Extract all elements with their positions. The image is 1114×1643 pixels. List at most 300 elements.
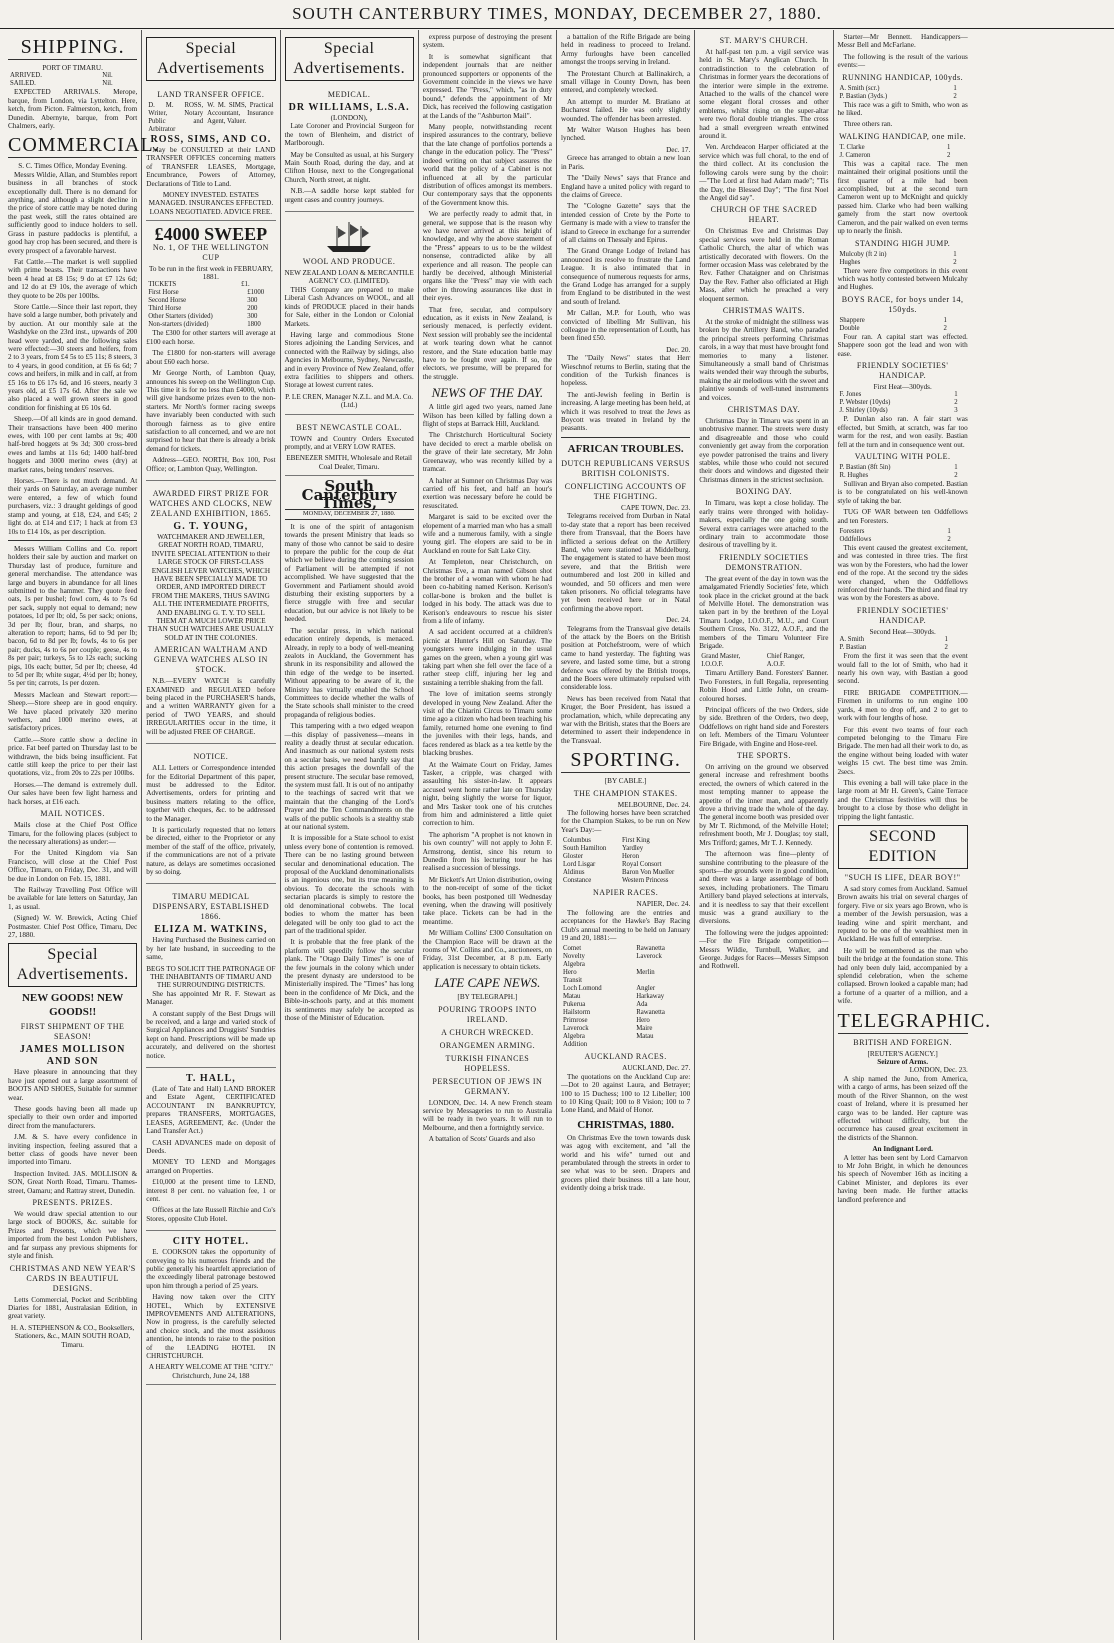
news-item: Margaret is said to be excited over the elopement of a married man who has a small wife and a numerous family, with a single young girl. The elopers are said to be in Auckland en route for Salt Lake City. bbox=[422, 513, 552, 555]
prize-label: Second Horse bbox=[148, 297, 187, 305]
officer-order: A.O.F. bbox=[766, 661, 785, 669]
leader-para: It is one of the spirit of antagonism towards the present Ministry that leads so many of those who cannot be said to desire to prepare the public for the coup de état which we believe during the coming session of Parliament will be attempted if not accomplished. We have suggested that the Government and Parliament should avoid disturbing their existing supporters by a fierce struggle with free and secular education, but our advice is not likely to be heeded. bbox=[284, 522, 414, 624]
news-item: Mr Bickett's Art Union distribution, owing to the non-receipt of some of the ticket books, has been postponed till Wednesday evening, when the drawing will positively take place. Tickets can be had in the meantime. bbox=[422, 875, 552, 926]
subhead: ORANGEMEN ARMING. bbox=[439, 1040, 536, 1050]
cable-para: The Protestant Church at Ballinakirch, a small village in County Down, has been entered, and completely wrecked. bbox=[561, 69, 691, 95]
placing: 3 bbox=[954, 407, 958, 415]
horse-name: Hailstorm bbox=[563, 1009, 591, 1017]
second-edition-heading: SECOND EDITION bbox=[838, 825, 968, 869]
partners-table bbox=[146, 102, 275, 134]
sailing-ship-icon bbox=[319, 220, 379, 254]
news-heading: NEWS OF THE DAY. bbox=[431, 385, 544, 401]
nzloan-name: NEW ZEALAND LOAN & MERCANTILE AGENCY CO. (LIMITED). bbox=[284, 269, 414, 286]
horse-name: Algebra bbox=[563, 961, 585, 969]
prize-value: 200 bbox=[247, 305, 258, 313]
scratched-table bbox=[561, 837, 690, 885]
page-columns bbox=[4, 30, 1110, 1640]
editorial-masthead: South Canterbury Times, bbox=[301, 477, 397, 512]
firm-name: ROSS, SIMS, AND CO. bbox=[150, 134, 272, 145]
sweep-sub: No. 1, OF THE WELLINGTON CUP bbox=[152, 242, 269, 262]
land-office-heading: LAND TRANSFER OFFICE. bbox=[157, 90, 265, 99]
event-para: P. Dunlan also ran. A fair start was effected, but Smith, at scratch, was far too warm for the rest, and won easily. Bastian fell at the turn and in consequence went out. bbox=[837, 415, 968, 449]
table-row bbox=[838, 144, 968, 152]
table-row bbox=[561, 1017, 690, 1025]
mail-para: The Railway Travelling Post Office will be available for late letters on Saturday, Jan 1, as usual. bbox=[8, 885, 138, 911]
mail-para: Mails close at the Chief Post Office Timaru, for the following places (subject to the necessary alterations) as under:— bbox=[8, 821, 138, 846]
dateline: Dec. 20. bbox=[666, 345, 691, 354]
commercial-para: Messrs Wildie, Allan, and Stumbles report business in all branches of stock exceptionally dull. There is no demand for anything, and although a slight decline in the price of store cattle may be noted during the past week, still the rates obtained are sufficiently good to induce holders to sell. Grass in pasture paddocks is plentiful, a good hay crop has been secured, and there is every prospect of a favorable harvest. bbox=[8, 170, 138, 255]
stephenson-sign: H. A. STEPHENSON & CO., Booksellers, Stationers, &c., MAIN SOUTH ROAD, Timaru. bbox=[10, 1323, 135, 1349]
competitor: J. Cameron bbox=[839, 151, 871, 159]
sweep-para: The £300 for other starters will average at £100 each horse. bbox=[146, 329, 276, 346]
event-para: This event caused the greatest excitement, and was contested in three tries. The first was won by the Foresters, who had the lower end of the rope. At the second try the sides were changed, when the Oddfellows reinforced their hands. The third and final try was won by the Foresters as above. bbox=[837, 544, 968, 603]
heat-label: First Heat—300yds. bbox=[873, 382, 932, 391]
cable-para: The anti-Jewish feeling in Berlin is increasing. A large meeting has been held, at which it was resolved to treat the Jews as Boycott was treated in Ireland by the peasants. bbox=[561, 390, 691, 433]
prize-value: £1000 bbox=[247, 289, 265, 297]
placing: 1 bbox=[943, 316, 947, 324]
news-item: A little girl aged two years, named Jane Wilson has been killed by falling down a flight of steps at Barrack Hill, Auckland. bbox=[422, 403, 552, 429]
table-row bbox=[561, 993, 690, 1001]
horse-name: Matau bbox=[563, 993, 581, 1001]
cable-para: The "Cologne Gazette" says that the intended cession of Crete by the Porte to Germany is made with a view to transfer the island to Greece in exchange for a surrender of all claims on Thessaly and Epirus. bbox=[561, 202, 691, 244]
sports-para: The afternoon was fine—plenty of sunshine contributing to the pleasure of the sports—the grounds were in good condition, and there was a large assemblage of both sexes, including probationers. The Timaru Artillery band played selections at intervals, and it is needless to say that their excellent music was a grand auxiliary to the diversions. bbox=[699, 850, 829, 926]
editorial-date: MONDAY, DECEMBER 27, 1880. bbox=[285, 509, 414, 519]
wool-heading: WOOL AND PRODUCE. bbox=[302, 257, 396, 267]
table-row bbox=[561, 1025, 690, 1033]
table-row bbox=[561, 877, 690, 885]
sailed-value: Nil. bbox=[102, 80, 113, 88]
event-para: Four ran. A capital start was effected. Shappere soon got the lead and won with ease. bbox=[837, 332, 968, 358]
horse-name: Angler bbox=[636, 985, 656, 993]
dateline: Dec. 24. bbox=[666, 616, 691, 625]
event-para: This race was a gift to Smith, who won as he liked. bbox=[837, 100, 968, 118]
news-item: At Templeton, near Christchurch, on Christmas Eve, a man named Gibson shot the brother of a woman with whom he had been co-habiting named Kerison. Kerison's collar-bone is broken and the bullet is lodged in his body. The attack was due to Kerison's endeavours to rescue his sister from a life of infamy. bbox=[422, 558, 552, 625]
event-heading: VAULTING WITH POLE. bbox=[854, 451, 951, 461]
champion-heading: THE CHAMPION STAKES. bbox=[573, 788, 678, 798]
commercial-para: Horses.—There is not much demand. At their yards on Saturday, an average number were entered, a few of which found purchasers, viz.: 3 draught geldings of good stamp and young, at £18, £24, and £45; 2 light do. at £14 and £17; 1 hack at from £3 10s to £14 10s, as per description. bbox=[8, 477, 138, 536]
church-para: Ven. Archdeacon Harper officiated at the service which was full choral, to the end of the third collect. At its conclusion the following carols were sung by the choir:—"The Lord at first had Adam made"; "Tis the Day, the Blessed Day"; "The first Noel the Angel did say". bbox=[699, 143, 829, 202]
subhead: A CHURCH WRECKED. bbox=[441, 1027, 534, 1037]
competitor: P. Webster (10yds) bbox=[839, 399, 891, 407]
news-item: At the Waimate Court on Friday, James Tasker, a cripple, was charged with assaulting his sister-in-law. It appears accused went home rather late on Thursday night, being slightly the worse for liquor, and Mrs Tasker took one of his crutches from him and administered a little quiet correction to him. bbox=[422, 760, 552, 828]
special-ads-heading: Special Advertisements bbox=[146, 37, 275, 81]
table-row bbox=[561, 953, 690, 961]
city-sign: A HEARTY WELCOME AT THE "CITY." Christchurch, June 24, 188 bbox=[148, 1363, 273, 1380]
second-edition-para: He will be remembered as the man who built the bridge at the foundation stone. This had only been duly laid, accompanied by a splendid celebration, when the scheme collapsed. Brown looked a capable man; had a fortune of a quarter of a million, and a wife. bbox=[837, 946, 968, 1006]
horse-name: Baron Von Mueller bbox=[622, 869, 675, 877]
prize-label: Other Starters (divided) bbox=[148, 313, 213, 321]
prize-table bbox=[146, 289, 275, 329]
horse-name: Matau bbox=[636, 1033, 654, 1041]
american-watches: AMERICAN WALTHAM AND GENEVA WATCHES ALSO IN STOCK. bbox=[153, 645, 268, 675]
boxing-day-heading: BOXING DAY. bbox=[735, 487, 792, 497]
hall-name: T. HALL, bbox=[185, 1073, 236, 1085]
second-edition-sub: "SUCH IS LIFE, DEAR BOY!" bbox=[844, 872, 961, 882]
column-7 bbox=[834, 30, 992, 1640]
waits-heading: CHRISTMAS WAITS. bbox=[722, 305, 805, 315]
sims-credit: W. M. SIMS, Practical Accountant, Insurance Agent, Valuer. bbox=[207, 102, 274, 125]
column-2 bbox=[142, 30, 280, 1640]
column-4 bbox=[419, 30, 557, 1640]
cape-para: News has been received from Natal that Kruger, the Boer President, has issued a proclamation, which, while deprecating any war with the British, states that the Boers are determined to assert their independence in the Transvaal. bbox=[561, 694, 691, 745]
dispensary-heading: TIMARU MEDICAL DISPENSARY, ESTABLISHED 1866. bbox=[152, 892, 270, 922]
arrived-value: Nil. bbox=[102, 72, 113, 80]
prize-label: Third Horse bbox=[148, 305, 182, 313]
leader-para: Many people, notwithstanding recent inspired assurances to the contrary, believe that the late change of portfolios portends a change in the education policy. The "Press" indeed writing on that subject assures the world that the policy of a Cabinet is not influenced at all by the particular distribution of offices amongst its members. Our contemporary says that the opponents of the Government know this. bbox=[422, 123, 552, 207]
competitor: T. Clarke bbox=[839, 143, 865, 151]
horse-name: Addition bbox=[563, 1041, 588, 1049]
london-para: LONDON, Dec. 14. A new French steam service by Messageries to run to Australia will be ready in two years. It will run to Melbourne, and then a fortnightly service. bbox=[422, 1098, 552, 1132]
placing: 2 bbox=[943, 324, 947, 332]
results-table bbox=[838, 528, 968, 544]
leader-para: That free, secular, and compulsory education, as it exists in New Zealand, is seriously menaced, is perfectly evident. Next session will probably see the incidental at work tearing down what he cannot restore, and the State education battle may have to be fought over again. If so, the electors, we presume, will be prepared for the struggle. bbox=[422, 305, 552, 381]
table-row bbox=[699, 661, 828, 669]
late-cape-heading: LATE CAPE NEWS. bbox=[434, 975, 541, 991]
competitor: A. Smith (scr.) bbox=[839, 84, 880, 92]
leader-para: express purpose of destroying the present system. bbox=[422, 33, 552, 50]
table-row bbox=[838, 536, 968, 544]
competitor: A. Smith bbox=[839, 636, 865, 644]
boxing-para: In Timaru, was kept a close holiday. The early trains were thronged with holiday-makers, especially the one going south. Several extra carriages were attached to the ordinary train to accommodate those desirous of travelling by it. bbox=[699, 499, 829, 550]
dateline: AUCKLAND, Dec. 27. bbox=[622, 1064, 691, 1073]
table-row bbox=[838, 528, 968, 536]
dateline: CAPE TOWN, Dec. 23. bbox=[621, 503, 691, 512]
event-heading: BOYS RACE, for boys under 14, 150yds. bbox=[841, 294, 964, 314]
christmas-heading: CHRISTMAS, 1880. bbox=[577, 1118, 675, 1131]
sweep-address: Address—GEO. NORTH, Box 100, Post Office; or, Lambton Quay, Wellington. bbox=[146, 456, 276, 473]
competitor: R. Hughes bbox=[839, 471, 869, 479]
table-row bbox=[838, 407, 968, 415]
leader-para: We are perfectly ready to admit that, in general, we suppose that is the reason why we have never arrived at this height of knowledge, and why the above statement of the "Press" appears to us to be the wildest nonsense, contradicted alike by all experience and all reason. The people can hardly be deceived, although Ministerial organs like the "Press" may vie with each other in throwing assurances like dust in their eyes. bbox=[422, 210, 552, 303]
nzloan-para: Having large and commodious Stone Stores adjoining the Landing Services, and connected with the Railway by sidings, also Agencies in Melbourne, Sydney, Newcastle, and in every Province of New Zealand, offer extra facilities to shippers and others. Storage at lowest current rates. bbox=[284, 330, 414, 390]
commercial-para: Messrs William Collins and Co. report holders their sale by auction and market on Thursday last of produce, furniture and general merchandise. The attendance was large and buyers in abundance for all lines submitted to the hammer. They quote feed oats, 1s per bushel; fowl corn, 4s to 7s 6d per sack, supply not equal to demand; new potatoes, 1d per lb; old, 5s per sack; onions, 3d per lb; flour, bran, and sharps, no alteration to report; hams, 6d to 9d per lb; bacon, 6d to 8d per lb; fowls, 4s to 6s per pair; ducks, 4s to 6s per couple; geese, 4s to 8s per pair; turkeys, 5s to 12s each; sucking pigs, 10s each; butter, 5d per lb; cheese, 4d to 5d per lb; white sugar, 4½d per lb; honey, 5s per tin; carrots, 1s per dozen. bbox=[8, 544, 138, 688]
horse-name: Primrose bbox=[563, 1017, 588, 1025]
cable-para: The Grand Orange Lodge of Ireland has announced its resolve to frustrate the Land League. It is also intimated that in consequence of numerous requests for arms, the Grand Lodge has arranged for a supply from England to be distributed in the west and south of Ireland. bbox=[561, 247, 691, 306]
conflict-subhead: CONFLICTING ACCOUNTS OF THE FIGHTING. bbox=[564, 481, 687, 501]
cable-para: Greece has arranged to obtain a new loan in Paris. bbox=[561, 154, 691, 171]
city-hotel-heading: CITY HOTEL. bbox=[172, 1236, 249, 1248]
officers-table bbox=[699, 653, 828, 669]
city-para: E. COOKSON takes the opportunity of conveying to his numerous friends and the public generally his heartfelt appreciation of the exceedingly liberal patronage bestowed upon him through a period of 25 years. bbox=[146, 1248, 276, 1290]
medical-heading: MEDICAL. bbox=[327, 90, 371, 99]
competitor: F. Jones bbox=[839, 391, 862, 399]
table-row bbox=[838, 325, 968, 333]
dateline: NAPIER, Dec. 24. bbox=[636, 900, 691, 909]
event-para: This was a capital race. The men maintained their original positions until the first quarter of a mile had been accomplished, but at the second turn Cameron went up to McKnight and quickly passed him. Clarke who had been walking gamely from the start now overtook Cameron, and the pair walked on even terms up to nearly the finish. bbox=[837, 159, 968, 236]
prize-value: 1800 bbox=[247, 321, 261, 329]
special-ads-heading: Special Advertisements. bbox=[8, 943, 137, 987]
competitor: J. Shirley (10yds) bbox=[839, 407, 888, 415]
event-para: This evening a ball will take place in the large room at Mr H. Green's, Caine Terrace and the Christmas festivities will thus be brought to a close by those who delight in tripping the light fantastic. bbox=[837, 778, 968, 821]
hall-para: (Late of Tate and Hall) LAND BROKER and Estate Agent, CERTIFICATED ACCOUNTANT IN BANKRUPTCY, prepares TRANSFERS, MORTGAGES, LEASES, AGREEMENT, &c. (Under the Land Transfer Act.) bbox=[146, 1085, 276, 1136]
coal-para: TOWN and Country Orders Executed promptly, and at VERY LOW RATES. bbox=[284, 434, 414, 451]
subhead: PERSECUTION OF JEWS IN GERMANY. bbox=[432, 1076, 543, 1096]
event-para: Three others ran. bbox=[843, 120, 893, 129]
cable-para: The "Daily News" states that Herr Wieschnof returns to Berlin, stating that the condition of the Turkish finances is hopeless. bbox=[561, 354, 691, 388]
horse-name: Hero bbox=[636, 1017, 650, 1025]
prize-label: First Horse bbox=[148, 289, 179, 297]
watkins-para: BEGS TO SOLICIT THE PATRONAGE OF THE INHABITANTS OF TIMARU AND THE SURROUNDING DISTRICTS. bbox=[146, 964, 276, 990]
column-5 bbox=[557, 30, 695, 1640]
dutch-subhead: DUTCH REPUBLICANS VERSUS BRITISH COLONISTS. bbox=[561, 458, 690, 478]
horse-name bbox=[634, 1041, 690, 1049]
cable-para: An attempt to murder M. Bratiano at Bucharest failed. He was only slightly wounded. The offender has been arrested. bbox=[561, 97, 691, 123]
horse-name: Western Princess bbox=[622, 877, 669, 885]
placing: 1 bbox=[944, 636, 948, 644]
horse-name bbox=[634, 977, 690, 985]
shipping-heading: SHIPPING. bbox=[8, 35, 137, 60]
mollison-name: JAMES MOLLISON AND SON bbox=[19, 1044, 126, 1068]
table-row bbox=[561, 961, 690, 969]
auckland-heading: AUCKLAND RACES. bbox=[584, 1052, 667, 1062]
cable-para: a battalion of the Rifle Brigade are being held in readiness to proceed to Ireland. Army furloughs have been cancelled amongst the troops serving in Ireland. bbox=[561, 33, 691, 67]
horse-name: Heron bbox=[622, 853, 639, 861]
table-row bbox=[561, 1041, 690, 1049]
competitor: Oddfellows bbox=[839, 536, 872, 543]
news-item: Mr William Collins' £300 Consultation on the Champion Race will be drawn at the rooms of W. Collins and Co., auctioneers, on Friday, 31st December, at 8 p.m. Early application is necessary to obtain tickets. bbox=[422, 929, 552, 971]
table-row bbox=[561, 853, 690, 861]
mail-para: For the United Kingdom via San Francisco, will close at the Chief Post Office, Timaru, on Friday, Dec. 31, and will be due in London on Feb. 15, 1881. bbox=[8, 849, 138, 883]
first-shipment: FIRST SHIPMENT OF THE SEASON! bbox=[20, 1022, 125, 1042]
event-para: There were five competitors in this event which was hotly contested between Mulcahy and Hughes. bbox=[837, 266, 968, 292]
procession-para: Principal officers of the two Orders, side by side. Brethren of the Orders, two deep, Oddfellows on right hand side and Foresters on left. Members of the Timaru Volunteer Fire Brigade, with Engine and Hose-reel. bbox=[699, 706, 829, 748]
column-3 bbox=[281, 30, 419, 1640]
prize-value: 300 bbox=[247, 313, 258, 321]
young-name: G. T. YOUNG, bbox=[173, 520, 249, 532]
mail-heading: MAIL NOTICES. bbox=[40, 809, 105, 819]
leader-para: It is impossible for a State school to exist unless every bone of contention is removed. There can be no lasting ground between secular and denominational education. The proposal of the Auckland denominationalists is an ingenious one, but its true meaning is obvious. To decorate the schools with sectarian placards is simply to restore the old denominational cobwebs. The local bodies to whom the matter has been delegated will be only too glad to act the part of the traditional spider. bbox=[284, 834, 414, 935]
placing: 2 bbox=[954, 471, 958, 479]
special-ads-heading: Special Advertisements. bbox=[285, 37, 414, 81]
event-heading: FRIENDLY SOCIETIES' HANDICAP. bbox=[856, 605, 949, 625]
mollison-address: Inspection Invited. JAS. MOLLISON & SON, Great North Road, Timaru. Thames-street, Oamaru; and Rattray street, Dunedin. bbox=[8, 1169, 138, 1195]
horse-name: Algebra bbox=[563, 1033, 585, 1041]
commercial-para: Store Cattle.—Since their last report, they have sold a large number, both privately and by auction. At our monthly sale at the Washdyke on the 23rd inst., upwards of 200 head were yarded, and the following sales were effected:—30 steers and heifers, from 2 to 3 years, from £4 5s to £5 11s; 8 steers, 3 to 4 years, in good condition, at £6 6s 6d; 7 cows and heifers, in milk and in calf, at from £5 16s to £6 17s 6d, and 16 steers, nearly 3 years old, at £5 17s 6d. After the sale we also placed a well grown steers in good condition for finishing at £6 10s 6d. bbox=[8, 302, 138, 412]
horse-name: Laverock bbox=[563, 1025, 589, 1033]
event-heading: FRIENDLY SOCIETIES' HANDICAP. bbox=[856, 360, 949, 380]
table-row bbox=[699, 653, 828, 661]
new-goods-heading: NEW GOODS! NEW GOODS!! bbox=[21, 992, 124, 1019]
table-row bbox=[561, 977, 690, 985]
officer-title: Chief Ranger, bbox=[766, 653, 805, 661]
african-heading: AFRICAN TROUBLES. bbox=[567, 442, 684, 455]
event-para: Sullivan and Bryan also competed. Bastian is to be congratulated on his well-known style of taking the bar. bbox=[837, 479, 968, 505]
horse-name: Yardley bbox=[622, 845, 644, 853]
xmas-day-heading: CHRISTMAS DAY. bbox=[727, 405, 801, 415]
competitor: Shappere bbox=[839, 316, 865, 324]
sports-para: The following were the judges appointed:—For the Fire Brigade competition—Messrs Wildie, Turnbull, Walker, and George. Judges for Races—Messrs Simpson and Rothwell. bbox=[699, 928, 829, 971]
placing: 1 bbox=[947, 528, 951, 535]
horse-name: Laverock bbox=[636, 953, 662, 961]
young-para: LARGE STOCK OF FIRST-CLASS ENGLISH LEVER WATCHES, WHICH HAVE BEEN SPECIALLY MADE TO ORDER, AND IMPORTED DIRECT FROM THE MAKERS, THUS SAVING ALL THE INTERMEDIATE PROFITS, AND ENABLING G. T. Y. TO SELL THEM AT A MUCH LOWER PRICE THAN SUCH WATCHES ARE USUALLY SOLD AT IN THE COLONIES. bbox=[147, 558, 274, 642]
commercial-para: Horses.—The demand is extremely dull. Our sales have been few light harness and hack horses, at £16 each. bbox=[8, 780, 138, 806]
event-para: FIRE BRIGADE COMPETITION.—Firemen in uniforms to run engine 100 yards, 4 men to drop off, and 2 to get to work with four lengths of hose. bbox=[837, 688, 968, 723]
column-6 bbox=[695, 30, 833, 1640]
horse-name: Loch Lomond bbox=[563, 985, 602, 993]
young-sub: WATCHMAKER AND JEWELLER, GREAT NORTH ROAD, TIMARU, INVITE SPECIAL ATTENTION to their bbox=[151, 532, 271, 558]
mollison-para: These goods having been all made up specially to their own order and imported direct from the manufacturers. bbox=[8, 1105, 138, 1130]
telegraphic-heading: TELEGRAPHIC. bbox=[837, 1009, 992, 1032]
watkins-para: A constant supply of the Best Drugs will be received, and a large and varied stock of Surgical Appliances and Druggists' Sundries kept on hand. Prescriptions will be made up accurately, and delivered on the shortest notice. bbox=[146, 1009, 276, 1060]
cape-para: Telegrams received from Durban in Natal to-day state that a report has been received there from Transvaal, that the Boers have inflicted a serious defeat on the Artillery Band, who were stationed at Middelburg. The engagement is stated to have been most severe, and that the British were outnumbered and lost 200 in killed and wounded, and 50 officers and men were taken prisoners. No official telegrams have yet been received here or in Natal confirming the above report. bbox=[561, 512, 691, 613]
commercial-para: Messrs Maclean and Stewart report:—Sheep.—Store sheep are in good enquiry. We have placed privately 320 merino wethers, and 1000 merino ewes, at satisfactory prices. bbox=[8, 690, 138, 733]
horse-name: Constance bbox=[563, 877, 592, 885]
table-row bbox=[561, 985, 690, 993]
williams-nb: N.B.—A saddle horse kept stabled for urgent cases and country journeys. bbox=[284, 187, 414, 204]
prize-label: Non-starters (divided) bbox=[148, 321, 209, 329]
coal-heading: BEST NEWCASTLE COAL. bbox=[296, 422, 402, 432]
table-row bbox=[561, 1001, 690, 1009]
competitor: P. Bastian (8ft 5in) bbox=[839, 463, 891, 471]
hall-para: £10,000 at the present time to LEND, interest 8 per cent. no valuation fee, 1 or cent. bbox=[146, 1178, 276, 1203]
presents-heading: PRESENTS. PRIZES. bbox=[32, 1198, 113, 1208]
commercial-heading: COMMERCIAL. bbox=[8, 134, 160, 157]
firm-services: MONEY INVESTED. ESTATES MANAGED. INSURANCES EFFECTED. LOANS NEGOTIATED. ADVICE FREE. bbox=[148, 191, 274, 216]
seizure-para: A ship named the Juno, from America, with a cargo of arms, has been seized off the mouth of the River Shannon, on the west coast of Ireland, where it is presumed her cargo was to be landed. Her capture was effected without difficulty, but the occurrence has caused great excitement in the districts of the Shannon. bbox=[837, 1074, 968, 1142]
napier-heading: NAPIER RACES. bbox=[593, 888, 659, 898]
horse-name: Pukerua bbox=[563, 1001, 586, 1009]
cable-para: The "Daily News" says that France and England have a united policy with regard to the claims of Greece. bbox=[561, 174, 691, 199]
subhead: POURING TROOPS INTO IRELAND. bbox=[438, 1004, 537, 1024]
table-row bbox=[561, 845, 690, 853]
dateline: Dec. 17. bbox=[666, 145, 691, 154]
placing: 2 bbox=[954, 399, 958, 407]
horse-name: Maire bbox=[636, 1025, 653, 1033]
mollison-para: J.M. & S. have every confidence in inviting inspection, feeling assured that a better class of goods have never been imported into Timaru. bbox=[8, 1133, 138, 1167]
horse-name: Hero bbox=[563, 969, 577, 977]
event-heading: RUNNING HANDICAP, 100yds. bbox=[842, 72, 964, 82]
commercial-para: Cattle.—Store cattle show a decline in price. Fat beef parted on Thursday last to be withdrawn, the bids being insufficient. Fat cattle still keep the price to per their last quotations, viz., from 20s to 22s per 100lbs. bbox=[8, 735, 138, 778]
letts-para: Letts Commercial, Pocket and Scribbling Diaries for 1881, Australasian Edition, in great variety. bbox=[8, 1295, 138, 1321]
placing: 2 bbox=[953, 92, 957, 100]
competitor: Mulcoby (ft 2 in) bbox=[839, 250, 887, 258]
horse-name: Harkaway bbox=[636, 993, 665, 1001]
watkins-para: Having Purchased the Business carried on by her late husband, in succeeding to the same, bbox=[146, 936, 276, 962]
sacred-heart-heading: CHURCH OF THE SACRED HEART. bbox=[710, 205, 818, 225]
table-row bbox=[838, 644, 968, 652]
notice-heading: NOTICE. bbox=[193, 752, 229, 762]
cable-para: Mr Callan, M.P. for Louth, who was convicted of libelling Mr Sullivan, his colleague in the representation of Louth, has been fined £50. bbox=[561, 309, 691, 343]
waits-para: At the stroke of midnight the stillness was broken by the Artillery Band, who paraded the principal streets performing Christmas carols, in a way that must have brought fond memories to many a listener. Simultaneously a small band of Christmas waits wended their way through the suburbs, making the air melodious with the sweet and plaintive sounds of well-tuned instruments and voices. bbox=[699, 317, 829, 402]
mail-signature: (Signed) W. W. Brewick, Acting Chief Postmaster. Chief Post Office, Timaru, Dec 27, 1880. bbox=[8, 914, 138, 939]
results-table bbox=[838, 251, 968, 267]
horse-name: Columbus bbox=[563, 837, 591, 845]
watkins-para: She has appointed Mr R. F. Stewart as Manager. bbox=[146, 989, 276, 1007]
sporting-heading: SPORTING. bbox=[561, 748, 690, 773]
news-item: The love of imitation seems strongly developed in young New Zealand. After the visit of the Chiarini Circus to Timaru some time ago a citizen who had been teaching his family, returned home one evening to find the juveniles with their legs, hands, and faces rendered as black as a tea kettle by the blacking brushes. bbox=[422, 690, 552, 758]
port-line: PORT OF TIMARU. bbox=[42, 64, 103, 72]
st-marys-heading: ST. MARY'S CHURCH. bbox=[719, 36, 809, 45]
table-row bbox=[838, 93, 968, 101]
notice-para: It is particularly requested that no letters be directed, either to the Proprietor or any member of the staff of the office, privately, if the communications are not of a private nature, as delays are sometimes occasioned by so doing. bbox=[146, 825, 276, 876]
table-row bbox=[561, 837, 690, 845]
friendly-heading: FRIENDLY SOCIETIES DEMONSTRATION. bbox=[719, 552, 809, 572]
event-heading: STANDING HIGH JUMP. bbox=[854, 238, 951, 248]
leader-para: The secular press, in which national education entirely depends, is menaced. Already, in reply to a body of well-meaning zealots in Auckland, the Government has shrunk in its responsibility and allowed the thin edge of the wedge to be inserted. Without appearing to be aware of it, the Ministry has virtually enabled the School Committees to decide whether the walls of the State schools shall minister to the creed propaganda of religious bodies. bbox=[284, 626, 414, 719]
table-row bbox=[838, 152, 968, 160]
arrivals-table bbox=[8, 72, 137, 88]
table-row bbox=[838, 472, 968, 480]
table-row bbox=[838, 399, 968, 407]
table-row bbox=[838, 85, 968, 93]
auckland-para: The quotations on the Auckland Cup are:—Dot to 20 against Laura, and Betrayer; 100 to 15 Duchess; 100 to 12 Libeller; 100 to 10 King Quail; 100 to 8 Vision; 100 to 7 Lone Hand, and Maid of Honor. bbox=[561, 1072, 691, 1115]
placing: 2 bbox=[944, 644, 948, 652]
commercial-para: Fat Cattle.—The market is well supplied with prime beasts. Their transactions have been 4 head at £8 15s; 9 do at £7 12s 6d; and 12 do at £9 10s, the average of which they quote to be 20s per 100lbs. bbox=[8, 257, 138, 300]
event-heading: TUG OF WAR between ten Oddfellows and ten Foresters. bbox=[837, 508, 968, 525]
williams-name: DR WILLIAMS, L.S.A. bbox=[288, 102, 410, 113]
christmas-para: On Christmas Eve the town towards dusk was agog with excitement, and "all the world and his wife" turned out and perambulated through the streets in order to see what was to be seen. Drapers and grocers plied their business till a late hour, evidently doing a brisk trade. bbox=[561, 1133, 691, 1193]
event-para: For this event two teams of four each competed belonging to the Timaru Fire Brigade. The men had all their work to do, as the engine without being loaded with water weighs 15 cwt. The best time was 2min. 2secs. bbox=[837, 725, 968, 776]
williams-para: May be Consulted as usual, at his Surgery Main South Road, during the day, and at Clifton House, next to the Congregational Church, North street, at night. bbox=[284, 150, 414, 184]
prize-row bbox=[146, 305, 275, 313]
table-row bbox=[561, 1033, 690, 1041]
news-item: The aphorism "A prophet is not known in his own country" will not apply to John F. Armstrong, dentist, since his return to Dunedin from his lecturing tour he has realised a succession of blessings. bbox=[422, 830, 552, 873]
horse-name: Lord Lisgar bbox=[563, 861, 596, 869]
indignant-heading: An Indignant Lord. bbox=[872, 1145, 933, 1154]
mollison-para: Have pleasure in announcing that they have just opened out a large assortment of BOOTS AND SHOES, Suitable for summer wear. bbox=[8, 1068, 138, 1102]
tickets-value: £1. bbox=[241, 281, 250, 289]
horse-name: Merlin bbox=[636, 969, 655, 977]
church-para: At half-past ten p.m. a vigil service was held in St. Mary's Anglican Church. In contradistinction to the celebration of Christmas in former years the decorations of the interior were simple in the extreme. Attached to the walls of the chancel were some elegant floral crosses and other emblems, whilst rising on the super-altar were two floral double triangles. The cross had a small evergreen wreath entwined around it. bbox=[699, 48, 829, 141]
seizure-heading: Seizure of Arms. bbox=[877, 1058, 929, 1067]
results-table bbox=[838, 464, 968, 480]
sports-heading: THE SPORTS. bbox=[736, 751, 791, 761]
placing: 2 bbox=[946, 151, 951, 159]
table-row bbox=[561, 869, 690, 877]
newspaper-masthead: SOUTH CANTERBURY TIMES, MONDAY, DECEMBER 27, 1880. bbox=[0, 0, 1114, 29]
tickets-label: TICKETS bbox=[148, 281, 177, 289]
event-para: From the first it was seen that the event would fall to the lot of Smith, who had it nearly his own way, with Bastian a good second. bbox=[837, 652, 968, 686]
xmas-cards-heading: CHRISTMAS AND NEW YEAR'S CARDS IN BEAUTIFUL DESIGNS. bbox=[9, 1263, 136, 1293]
table-row bbox=[561, 1009, 690, 1017]
table-row bbox=[838, 317, 968, 325]
napier-para: The following are the entries and acceptances for the Hawke's Bay Racing Club's annual meeting to be held on January 19 and 20, 1881:— bbox=[561, 908, 691, 942]
arrived-label: ARRIVED. bbox=[10, 72, 42, 80]
cable-para: Mr Walter Watson Hughes has been lynched. bbox=[561, 126, 691, 143]
horse-name: First King bbox=[622, 837, 650, 845]
heat-label: Second Heat—300yds. bbox=[869, 627, 936, 636]
sweep-heading: £4000 SWEEP bbox=[154, 224, 268, 245]
british-foreign-heading: BRITISH AND FOREIGN. bbox=[853, 1037, 952, 1047]
hall-para: MONEY TO LEND and Mortgages arranged on Properties. bbox=[146, 1158, 276, 1175]
horse-name: South Hamilton bbox=[563, 845, 607, 853]
results-table bbox=[838, 317, 968, 333]
city-para: Having now taken over the CITY HOTEL, Which by EXTENSIVE IMPROVEMENTS AND ALTERATIONS, Now in progress, is the carefully selected and choice stock, and the most assiduous attention, he intends to raise to the position of the LEADING HOTEL IN CHRISTCHURCH. bbox=[146, 1293, 276, 1361]
leader-para: It is probable that the free plank of the platform will speedily follow the secular plank. The "Otago Daily Times" is one of the few journals in the colony which under the present dynasty are understood to be Ministerially inspired. The "Times" has long been in the confidence of Mr Dick, and the Bible-in-schools party, and at this moment its sentiments may safely be accepted as those of the Minister of Education. bbox=[284, 938, 414, 1022]
officer-title: Grand Master, bbox=[701, 653, 741, 661]
nzloan-para: THIS Company are prepared to make Liberal Cash Advances on WOOL, and all kinds of PRODUCE placed in their hands for Sale, either in the London or Colonial Markets. bbox=[284, 285, 414, 328]
prize-row bbox=[146, 321, 275, 329]
competitor: Hughes bbox=[839, 258, 861, 266]
horse-name: Gloster bbox=[563, 853, 584, 861]
friendly-para: The great event of the day in town was the amalgamated Friendly Societies' fete, which took place in the cricket ground at the back of Melville Hotel. The demonstration was taken part in by the brethren of the Loyal Timaru Lodge, I.O.O.F., M.U., and Court Southern Cross, No. 3122, A.O.F., and the members of the Timaru Volunteer Fire Brigade. bbox=[699, 574, 829, 650]
horse-name: Rawanetta bbox=[636, 945, 665, 953]
firm-para: May be CONSULTED at their LAND TRANSFER OFFICES concerning matters of TRANSFER LEASES, Mortgage, Encumbrance, Powers of Attorney, Declarations of Title to Land. bbox=[146, 146, 276, 188]
sweep-para: The £1800 for non-starters will average about £60 each horse. bbox=[146, 349, 276, 366]
sports-para: The following is the result of the various events:— bbox=[837, 52, 968, 70]
event-heading: WALKING HANDICAP, one mile. bbox=[839, 131, 967, 141]
horse-name: Novelty bbox=[563, 953, 585, 961]
sweep-para: Mr George North, of Lambton Quay, announces his sweep on the Wellington Cup. This time it is for no less than £4000, which will give handsome prizes even to the non-starters. Mr North's former racing sweeps have invariably been conducted with such thorough fairness as to give entire satisfaction to all concerned, and we are not surprised to hear that there is already a brisk demand for tickets. bbox=[146, 369, 276, 453]
prize-row bbox=[146, 297, 275, 305]
dateline: MELBOURNE, Dec. 24. bbox=[617, 800, 691, 809]
presents-para: We would draw special attention to our large stock of BOOKS, &c. suitable for Prizes and Presents, which we have imported from the best London Publishers, and far surpass any previous shipments for style and finish. bbox=[8, 1210, 138, 1261]
officer-order: I.O.O.F. bbox=[701, 661, 724, 669]
placing: 2 bbox=[947, 536, 951, 543]
watkins-name: ELIZA M. WATKINS, bbox=[154, 924, 268, 936]
prize-row bbox=[146, 313, 275, 321]
divider bbox=[561, 437, 690, 438]
